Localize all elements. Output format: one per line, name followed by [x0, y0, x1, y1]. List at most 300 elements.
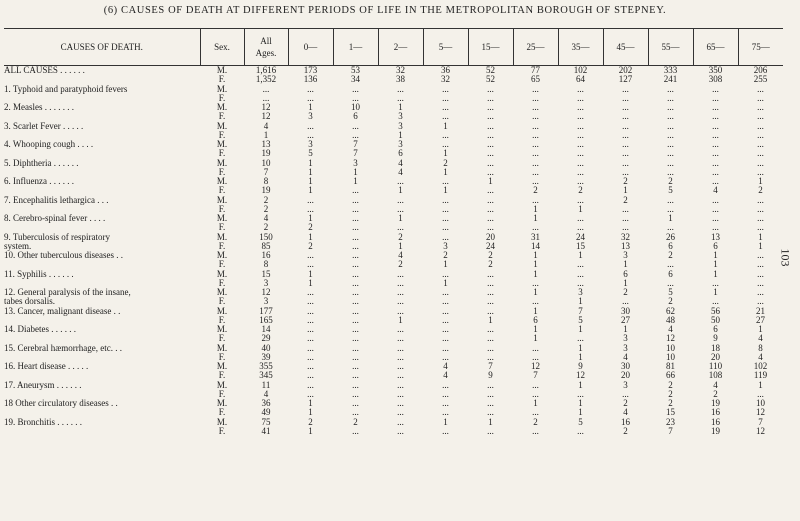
cause-label: 17. Aneurysm . . . . . . — [4, 380, 82, 390]
age-group-cell: ... — [577, 158, 584, 168]
age-group-cell: ... — [577, 426, 584, 436]
sex-cell: M. — [216, 399, 228, 408]
table-row — [4, 427, 783, 436]
age-group-cell: ... — [487, 288, 494, 297]
age-group-cell: ... — [622, 204, 629, 214]
age-group-cell: ... — [442, 177, 449, 186]
age-group-cell: 1 — [623, 260, 628, 270]
age-group-cell: ... — [712, 121, 719, 131]
table-row — [4, 260, 783, 269]
sex-cell: F. — [218, 167, 226, 177]
age-group-cell: 7 — [668, 426, 673, 436]
age-group-cell: ... — [352, 343, 359, 353]
table-row — [4, 325, 783, 334]
age-group-cell: 108 — [708, 371, 723, 381]
cause-label: 4. Whooping cough . . . . — [4, 140, 94, 149]
age-group-cell: 5 — [578, 417, 583, 427]
age-group-cell: 7 — [353, 149, 358, 159]
age-group-cell: ... — [352, 399, 359, 408]
age-group-cell: ... — [352, 306, 359, 316]
age-group-cell: 241 — [663, 75, 678, 85]
age-group-cell: 1 — [308, 158, 313, 168]
age-group-cell: ... — [397, 325, 404, 334]
age-group-cell: ... — [352, 186, 359, 196]
age-group-cell: 9 — [578, 362, 583, 371]
cause-label: 18 Other circulatory diseases . . — [4, 399, 118, 408]
age-group-cell: ... — [577, 121, 584, 131]
age-group-cell: ... — [352, 232, 359, 242]
age-group-cell: ... — [622, 223, 629, 233]
all-ages-cell: 41 — [261, 426, 271, 436]
age-group-cell: ... — [667, 140, 674, 149]
age-group-cell: ... — [442, 195, 449, 205]
age-group-cell: ... — [487, 334, 494, 344]
age-group-cell: 1 — [443, 417, 448, 427]
age-group-cell: 36 — [441, 65, 450, 75]
table-row — [4, 390, 783, 399]
sex-cell: F. — [218, 297, 226, 307]
sex-cell: F. — [218, 334, 226, 344]
age-group-cell: 53 — [351, 65, 360, 75]
age-group-cell: ... — [712, 167, 719, 177]
table-row — [4, 196, 783, 205]
sex-cell: M. — [216, 65, 228, 75]
age-group-cell: 1 — [398, 130, 403, 140]
all-ages-cell: 345 — [259, 371, 273, 381]
age-group-cell: ... — [397, 343, 404, 353]
age-group-cell: ... — [307, 84, 314, 94]
age-group-cell: ... — [487, 186, 494, 196]
age-group-cell: 4 — [623, 408, 628, 418]
age-group-cell: ... — [307, 251, 314, 260]
age-group-cell: 5 — [668, 186, 673, 196]
age-group-cell: 6 — [713, 241, 718, 251]
age-group-cell: ... — [442, 399, 449, 408]
table-row — [4, 131, 783, 140]
age-group-cell: ... — [622, 112, 629, 122]
all-ages-cell: 2 — [263, 204, 269, 214]
age-group-cell: ... — [397, 334, 404, 344]
table-row — [4, 381, 783, 390]
age-group-cell: 26 — [666, 232, 675, 242]
age-group-cell: ... — [352, 93, 359, 103]
age-group-cell: ... — [397, 408, 404, 418]
age-group-cell: ... — [352, 251, 359, 260]
age-group-cell: ... — [307, 343, 314, 353]
age-group-cell: 13 — [711, 232, 720, 242]
age-group-cell: 1 — [308, 186, 313, 196]
age-group-cell: 2 — [668, 380, 673, 390]
age-group-cell: ... — [397, 269, 404, 279]
age-group-cell: ... — [307, 325, 314, 334]
sex-cell: F. — [218, 426, 226, 436]
cause-label: 13. Cancer, malignant disease . . — [4, 306, 121, 316]
sex-cell: M. — [216, 288, 228, 297]
age-group-cell: 2 — [353, 417, 358, 427]
age-group-cell: ... — [757, 140, 764, 149]
age-group-cell: 3 — [398, 140, 403, 149]
age-group-cell: 1 — [308, 426, 313, 436]
age-group-cell: ... — [397, 426, 404, 436]
age-group-cell: 2 — [308, 223, 313, 233]
age-group-cell: ... — [307, 297, 314, 307]
age-group-cell: 6 — [398, 149, 403, 159]
age-group-cell: ... — [757, 158, 764, 168]
header-all-ages-line2: Ages. — [255, 48, 277, 58]
all-ages-cell: ... — [262, 84, 270, 94]
age-group-cell: ... — [487, 408, 494, 418]
age-group-cell: ... — [442, 389, 449, 399]
age-group-cell: ... — [487, 343, 494, 353]
age-group-cell: ... — [487, 130, 494, 140]
age-group-cell: 20 — [621, 371, 630, 381]
age-group-cell: 2 — [398, 260, 403, 270]
age-group-cell: 5 — [668, 288, 673, 297]
cause-label — [4, 279, 200, 288]
age-group-cell: 64 — [576, 75, 585, 85]
age-group-cell: ... — [712, 130, 719, 140]
all-ages-cell: 19 — [261, 149, 271, 159]
table-row — [4, 149, 783, 158]
age-group-cell: ... — [487, 158, 494, 168]
age-group-cell: ... — [442, 343, 449, 353]
age-group-cell: ... — [352, 315, 359, 325]
age-group-cell: ... — [397, 352, 404, 362]
age-group-cell: ... — [442, 112, 449, 122]
age-group-cell: ... — [307, 334, 314, 344]
age-group-cell: 4 — [758, 334, 763, 344]
table-row — [4, 362, 783, 371]
age-group-cell: ... — [307, 195, 314, 205]
age-group-cell: 5 — [578, 315, 583, 325]
age-group-cell: ... — [757, 288, 764, 297]
age-group-cell: ... — [352, 325, 359, 334]
sex-cell: F. — [218, 130, 226, 140]
cause-label: 9. Tuberculosis of respiratory — [4, 232, 110, 242]
age-group-cell: 2 — [398, 232, 403, 242]
age-group-cell: ... — [487, 399, 494, 408]
age-group-cell: ... — [442, 315, 449, 325]
all-ages-cell: 4 — [263, 389, 269, 399]
all-ages-cell: 2 — [263, 223, 269, 233]
age-group-cell: 1 — [758, 177, 763, 186]
age-group-cell: 13 — [621, 241, 630, 251]
age-group-cell: 27 — [756, 315, 765, 325]
sex-cell: M. — [216, 343, 228, 353]
age-group-cell: ... — [577, 84, 584, 94]
all-ages-cell: 16 — [261, 251, 271, 260]
age-group-cell: 1 — [443, 149, 448, 159]
all-ages-cell: 3 — [263, 278, 269, 288]
sex-cell: M. — [216, 232, 228, 242]
age-group-cell: ... — [622, 121, 629, 131]
age-group-cell: ... — [667, 278, 674, 288]
cause-label: 14. Diabetes . . . . . . — [4, 325, 76, 334]
age-group-cell: ... — [397, 288, 404, 297]
age-group-cell: ... — [622, 167, 629, 177]
age-group-cell: ... — [667, 121, 674, 131]
age-group-cell: 3 — [308, 140, 313, 149]
cause-label — [4, 94, 200, 103]
all-ages-cell: 49 — [261, 408, 271, 418]
cause-label — [4, 316, 200, 325]
cause-label: 7. Encephalitis lethargica . . . — [4, 195, 109, 205]
age-group-cell: 1 — [533, 399, 538, 408]
age-group-cell: 4 — [713, 186, 718, 196]
age-group-cell: 16 — [621, 417, 630, 427]
all-ages-cell: ... — [262, 93, 270, 103]
age-group-cell: 1 — [308, 177, 313, 186]
age-group-cell: ... — [757, 167, 764, 177]
age-group-cell: ... — [532, 167, 539, 177]
sex-cell: F. — [218, 278, 226, 288]
age-group-cell: ... — [307, 362, 314, 371]
age-group-cell: 2 — [488, 260, 493, 270]
age-group-cell: 1 — [578, 408, 583, 418]
age-group-cell: 2 — [623, 288, 628, 297]
age-group-cell: ... — [352, 426, 359, 436]
table-row — [4, 408, 783, 417]
age-group-cell: ... — [667, 260, 674, 270]
age-group-cell: ... — [397, 177, 404, 186]
age-group-cell: 21 — [756, 306, 765, 316]
age-group-cell: ... — [352, 130, 359, 140]
age-group-cell: ... — [532, 103, 539, 112]
header-cause: CAUSES OF DEATH. — [4, 29, 200, 66]
age-group-cell: ... — [667, 158, 674, 168]
age-group-cell: 1 — [758, 380, 763, 390]
age-group-cell: ... — [622, 130, 629, 140]
age-group-cell: ... — [352, 84, 359, 94]
age-group-cell: ... — [487, 214, 494, 223]
header-age-2: 2— — [378, 29, 423, 66]
age-group-cell: ... — [442, 297, 449, 307]
age-group-cell: ... — [397, 380, 404, 390]
age-group-cell: ... — [712, 158, 719, 168]
age-group-cell: ... — [307, 315, 314, 325]
sex-cell: F. — [218, 204, 226, 214]
age-group-cell: ... — [352, 297, 359, 307]
age-group-cell: 18 — [711, 343, 720, 353]
age-group-cell: 1 — [533, 288, 538, 297]
age-group-cell: ... — [352, 269, 359, 279]
cause-label — [4, 427, 200, 436]
header-age-35: 35— — [558, 29, 603, 66]
age-group-cell: ... — [577, 130, 584, 140]
age-group-cell: ... — [307, 371, 314, 381]
cause-label: 5. Diphtheria . . . . . . — [4, 158, 79, 168]
age-group-cell: 102 — [753, 362, 768, 371]
sex-cell: F. — [218, 315, 226, 325]
age-group-cell: 14 — [531, 241, 540, 251]
age-group-cell: 2 — [623, 426, 628, 436]
all-ages-cell: 4 — [263, 214, 269, 223]
age-group-cell: 32 — [441, 75, 450, 85]
all-ages-cell: 39 — [261, 352, 271, 362]
cause-label: 12. General paralysis of the insane, — [4, 288, 131, 297]
age-group-cell: 16 — [711, 417, 720, 427]
age-group-cell: ... — [712, 278, 719, 288]
age-group-cell: ... — [352, 352, 359, 362]
age-group-cell: 1 — [398, 214, 403, 223]
age-group-cell: 32 — [396, 65, 405, 75]
age-group-cell: ... — [352, 389, 359, 399]
age-group-cell: 2 — [308, 417, 313, 427]
age-group-cell: ... — [397, 84, 404, 94]
all-ages-cell: 177 — [259, 306, 273, 316]
age-group-cell: 350 — [708, 65, 723, 75]
age-group-cell: ... — [442, 269, 449, 279]
age-group-cell: 1 — [533, 204, 538, 214]
age-group-cell: 119 — [753, 371, 768, 381]
age-group-cell: ... — [532, 343, 539, 353]
age-group-cell: ... — [712, 112, 719, 122]
age-group-cell: 2 — [443, 251, 448, 260]
age-group-cell: 3 — [623, 380, 628, 390]
age-group-cell: ... — [712, 223, 719, 233]
all-ages-cell: 2 — [263, 195, 269, 205]
age-group-cell: ... — [532, 408, 539, 418]
age-group-cell: ... — [487, 352, 494, 362]
sex-cell: F. — [218, 223, 226, 233]
table-row — [4, 251, 783, 260]
all-ages-cell: 7 — [263, 167, 269, 177]
age-group-cell: ... — [397, 297, 404, 307]
age-group-cell: ... — [712, 204, 719, 214]
age-group-cell: 6 — [533, 315, 538, 325]
age-group-cell: 10 — [351, 103, 360, 112]
age-group-cell: ... — [712, 84, 719, 94]
all-ages-cell: 165 — [259, 315, 273, 325]
age-group-cell: ... — [352, 195, 359, 205]
all-ages-cell: 14 — [261, 325, 271, 334]
age-group-cell: ... — [532, 389, 539, 399]
all-ages-cell: 75 — [261, 417, 271, 427]
age-group-cell: 38 — [396, 75, 405, 85]
sex-cell: M. — [216, 325, 228, 334]
table-row — [4, 94, 783, 103]
sex-cell: F. — [218, 408, 226, 418]
age-group-cell: 3 — [623, 334, 628, 344]
age-group-cell: 1 — [623, 186, 628, 196]
all-ages-cell: 3 — [263, 297, 269, 307]
age-group-cell: ... — [667, 84, 674, 94]
age-group-cell: ... — [622, 389, 629, 399]
age-group-cell: 4 — [758, 352, 763, 362]
age-group-cell: 1 — [578, 251, 583, 260]
all-ages-cell: 1,352 — [255, 75, 277, 85]
age-group-cell: 1 — [713, 269, 718, 279]
age-group-cell: ... — [667, 130, 674, 140]
age-group-cell: 6 — [668, 241, 673, 251]
age-group-cell: 110 — [708, 362, 723, 371]
all-ages-cell: 12 — [261, 103, 271, 112]
age-group-cell: 3 — [623, 251, 628, 260]
all-ages-cell: 85 — [261, 241, 271, 251]
age-group-cell: 2 — [578, 186, 583, 196]
age-group-cell: 5 — [308, 149, 313, 159]
age-group-cell: 6 — [623, 269, 628, 279]
header-age-15: 15— — [468, 29, 513, 66]
age-group-cell: 1 — [623, 325, 628, 334]
age-group-cell: ... — [532, 149, 539, 159]
age-group-cell: 7 — [758, 417, 763, 427]
age-group-cell: 32 — [621, 232, 630, 242]
age-group-cell: ... — [397, 93, 404, 103]
table-row — [4, 214, 783, 223]
cause-label — [4, 390, 200, 399]
age-group-cell: ... — [487, 149, 494, 159]
age-group-cell: 1 — [578, 204, 583, 214]
sex-cell: M. — [216, 380, 228, 390]
age-group-cell: 1 — [353, 167, 358, 177]
age-group-cell: 24 — [486, 241, 495, 251]
sex-cell: F. — [218, 371, 226, 381]
age-group-cell: ... — [757, 103, 764, 112]
age-group-cell: 4 — [443, 371, 448, 381]
age-group-cell: 15 — [576, 241, 585, 251]
age-group-cell: 1 — [488, 315, 493, 325]
age-group-cell: ... — [307, 260, 314, 270]
age-group-cell: ... — [352, 278, 359, 288]
cause-label: tabes dorsalis. — [4, 297, 55, 307]
table-row — [4, 344, 783, 353]
age-group-cell: 2 — [668, 251, 673, 260]
age-group-cell: ... — [352, 260, 359, 270]
all-ages-cell: 8 — [263, 260, 269, 270]
age-group-cell: 56 — [711, 306, 720, 316]
age-group-cell: ... — [442, 288, 449, 297]
age-group-cell: 1 — [308, 269, 313, 279]
age-group-cell: ... — [442, 204, 449, 214]
age-group-cell: 4 — [443, 362, 448, 371]
age-group-cell: 1 — [668, 214, 673, 223]
age-group-cell: ... — [532, 380, 539, 390]
age-group-cell: ... — [397, 195, 404, 205]
age-group-cell: 1 — [443, 260, 448, 270]
table-row — [4, 307, 783, 316]
sex-cell: F. — [218, 112, 226, 122]
age-group-cell: 1 — [578, 380, 583, 390]
cause-label: 15. Cerebral hæmorrhage, etc. . . — [4, 343, 122, 353]
age-group-cell: 20 — [711, 352, 720, 362]
age-group-cell: ... — [757, 149, 764, 159]
age-group-cell: ... — [757, 223, 764, 233]
age-group-cell: ... — [532, 297, 539, 307]
age-group-cell: 77 — [531, 65, 540, 75]
age-group-cell: ... — [307, 389, 314, 399]
age-group-cell: ... — [307, 288, 314, 297]
age-group-cell: 1 — [533, 269, 538, 279]
age-group-cell: ... — [442, 93, 449, 103]
table-row — [4, 270, 783, 279]
age-group-cell: 1 — [578, 325, 583, 334]
sex-cell: M. — [216, 251, 228, 260]
cause-label — [4, 168, 200, 177]
age-group-cell: ... — [532, 130, 539, 140]
age-group-cell: 48 — [666, 315, 675, 325]
age-group-cell: 1 — [713, 251, 718, 260]
age-group-cell: 202 — [618, 65, 633, 75]
age-group-cell: 30 — [621, 362, 630, 371]
table-row — [4, 334, 783, 343]
age-group-cell: 2 — [533, 417, 538, 427]
age-group-cell: ... — [487, 204, 494, 214]
age-group-cell: 3 — [623, 343, 628, 353]
age-group-cell: ... — [352, 408, 359, 418]
table-title: (6) CAUSES OF DEATH AT DIFFERENT PERIODS OF LIFE IN THE METROPOLITAN BOROUGH OF STEPNEY. — [103, 5, 667, 16]
table-row — [4, 177, 783, 186]
